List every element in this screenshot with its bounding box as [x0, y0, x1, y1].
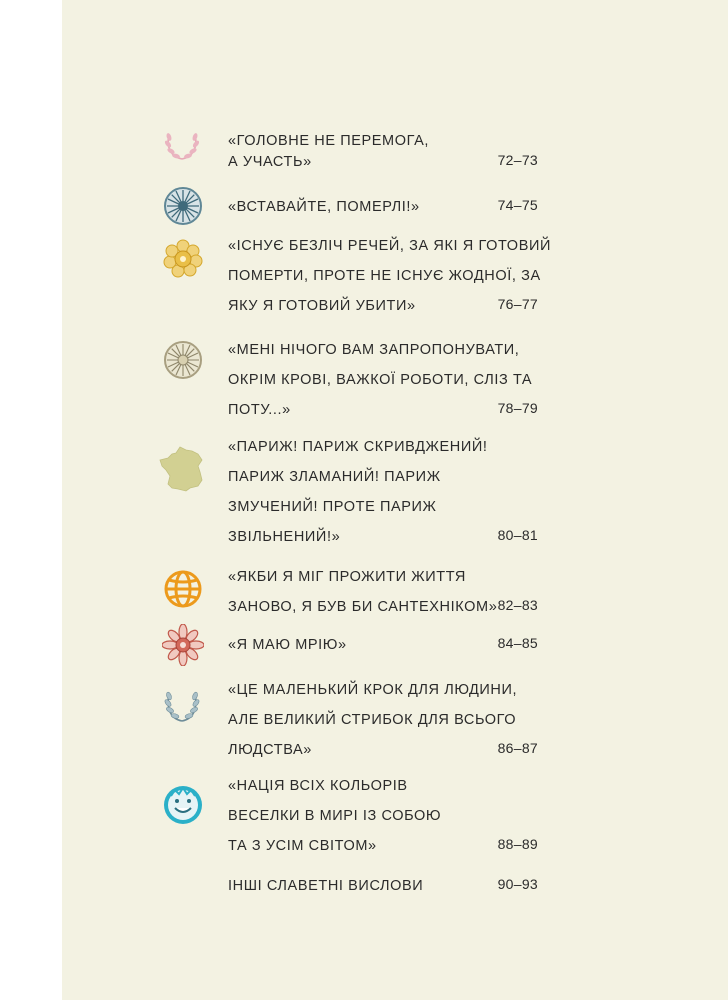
red-flower-icon	[162, 624, 204, 666]
entry-line: ЗАНОВО, Я БУВ БИ САНТЕХНІКОМ»	[228, 599, 498, 615]
book-page	[62, 0, 728, 1000]
entry-line: «НАЦІЯ ВСІХ КОЛЬОРІВ	[228, 778, 408, 794]
entry-line: ОКРІМ КРОВІ, ВАЖКОЇ РОБОТИ, СЛІЗ ТА	[228, 372, 533, 388]
entry-line: ЗВІЛЬНЕНИЙ!»	[228, 529, 341, 545]
page-range: 84–85	[497, 635, 538, 651]
entry-line: «ЦЕ МАЛЕНЬКИЙ КРОК ДЛЯ ЛЮДИНИ,	[228, 682, 518, 698]
page-range: 82–83	[497, 597, 538, 613]
blue-medallion-icon	[162, 185, 204, 227]
yellow-flower-icon	[162, 238, 204, 280]
entry-line: «МЕНІ НІЧОГО ВАМ ЗАПРОПОНУВАТИ,	[228, 342, 520, 358]
page-range: 76–77	[497, 296, 538, 312]
toc-entry[interactable]	[228, 876, 538, 897]
grey-medallion-icon	[162, 339, 204, 381]
toc-entry[interactable]	[228, 567, 538, 618]
toc-entry[interactable]	[228, 236, 552, 317]
toc-entry[interactable]	[228, 340, 538, 421]
laurel-wreath-pink-icon	[161, 123, 203, 165]
page-range: 80–81	[497, 527, 538, 543]
entry-line: «ПАРИЖ! ПАРИЖ СКРИВДЖЕНИЙ!	[228, 439, 488, 455]
entry-line: «ІСНУЄ БЕЗЛІЧ РЕЧЕЙ, ЗА ЯКІ Я ГОТОВИЙ	[228, 238, 552, 254]
page-range: 74–75	[497, 197, 538, 213]
toc-entry[interactable]	[228, 437, 538, 548]
france-map-icon	[158, 444, 208, 494]
entry-line: ВЕСЕЛКИ В МИРІ ІЗ СОБОЮ	[228, 808, 442, 824]
entry-line: ТА З УСІМ СВІТОМ»	[228, 838, 377, 854]
orange-globe-icon	[162, 568, 204, 610]
page-range: 86–87	[497, 740, 538, 756]
entry-line: ЗМУЧЕНИЙ! ПРОТЕ ПАРИЖ	[228, 499, 437, 515]
page-range: 88–89	[497, 836, 538, 852]
blue-laurel-wreath-icon	[161, 684, 203, 726]
toc-entry[interactable]	[228, 680, 538, 761]
entry-line: ПОТУ...»	[228, 402, 291, 418]
entry-line: ПАРИЖ ЗЛАМАНИЙ! ПАРИЖ	[228, 469, 441, 485]
entry-line: «Я МАЮ МРІЮ»	[228, 637, 347, 653]
entry-line: «ГОЛОВНЕ НЕ ПЕРЕМОГА,	[228, 133, 430, 149]
page-range: 90–93	[497, 876, 538, 892]
toc-entry[interactable]	[228, 776, 538, 857]
entry-line: «ЯКБИ Я МІГ ПРОЖИТИ ЖИТТЯ	[228, 569, 466, 585]
entry-line: А УЧАСТЬ»	[228, 154, 312, 170]
entry-line: АЛЕ ВЕЛИКИЙ СТРИБОК ДЛЯ ВСЬОГО	[228, 712, 517, 728]
entry-line: ІНШІ СЛАВЕТНІ ВИСЛОВИ	[228, 878, 424, 894]
toc-entry[interactable]	[228, 197, 538, 218]
toc-entry[interactable]	[228, 635, 538, 656]
smiling-face-badge-icon	[162, 784, 204, 826]
toc-entry[interactable]	[228, 131, 538, 173]
page-range: 72–73	[497, 152, 538, 168]
entry-line: ПОМЕРТИ, ПРОТЕ НЕ ІСНУЄ ЖОДНОЇ, ЗА	[228, 268, 541, 284]
entry-line: «ВСТАВАЙТЕ, ПОМЕРЛІ!»	[228, 199, 420, 215]
entry-line: ЯКУ Я ГОТОВИЙ УБИТИ»	[228, 298, 416, 314]
page-range: 78–79	[497, 400, 538, 416]
entry-line: ЛЮДСТВА»	[228, 742, 312, 758]
